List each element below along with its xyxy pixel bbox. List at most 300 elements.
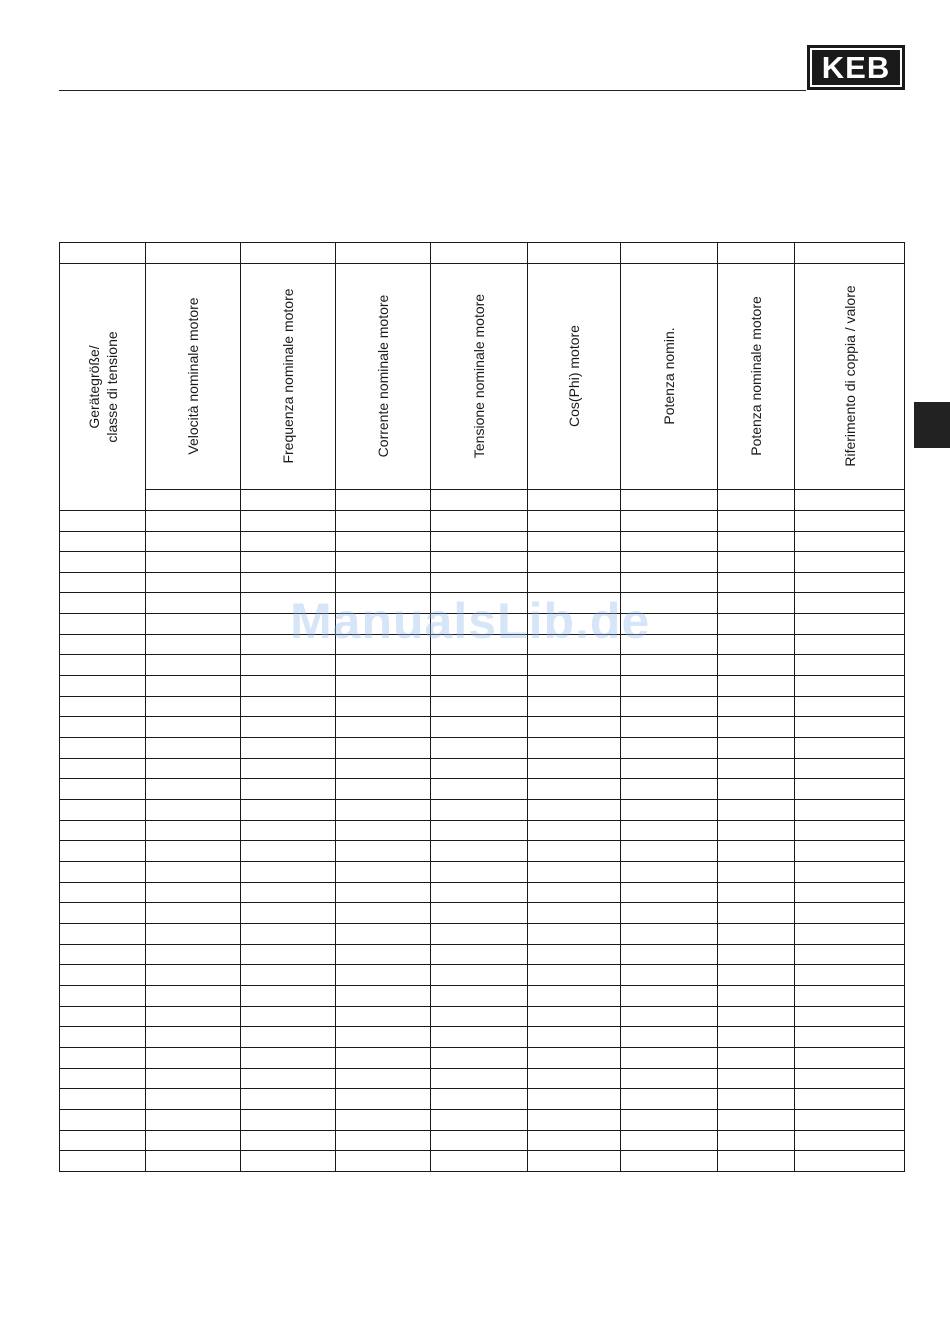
table-cell[interactable] bbox=[795, 841, 905, 862]
table-cell[interactable] bbox=[621, 717, 718, 738]
table-cell[interactable] bbox=[795, 1130, 905, 1151]
table-cell[interactable] bbox=[528, 779, 621, 800]
table-cell[interactable] bbox=[621, 614, 718, 635]
table-cell[interactable] bbox=[718, 1006, 795, 1027]
table-cell[interactable] bbox=[431, 489, 528, 510]
table-cell[interactable] bbox=[431, 696, 528, 717]
table-cell[interactable] bbox=[621, 944, 718, 965]
table-cell[interactable] bbox=[621, 489, 718, 510]
table-cell[interactable] bbox=[431, 841, 528, 862]
table-cell[interactable] bbox=[431, 738, 528, 759]
table-cell[interactable] bbox=[60, 903, 146, 924]
table-cell[interactable] bbox=[241, 1047, 336, 1068]
table-cell[interactable] bbox=[431, 614, 528, 635]
table-cell[interactable] bbox=[621, 593, 718, 614]
table-cell[interactable] bbox=[431, 1006, 528, 1027]
table-cell[interactable] bbox=[528, 1089, 621, 1110]
table-cell[interactable] bbox=[431, 758, 528, 779]
table-cell[interactable] bbox=[718, 1027, 795, 1048]
table-cell[interactable] bbox=[718, 965, 795, 986]
table-cell[interactable] bbox=[718, 800, 795, 821]
table-cell[interactable] bbox=[60, 965, 146, 986]
table-cell[interactable] bbox=[60, 552, 146, 573]
table-cell[interactable] bbox=[528, 243, 621, 264]
table-cell[interactable] bbox=[241, 820, 336, 841]
table-cell[interactable] bbox=[528, 1047, 621, 1068]
table-cell[interactable] bbox=[241, 882, 336, 903]
table-cell[interactable] bbox=[621, 552, 718, 573]
table-cell[interactable] bbox=[795, 903, 905, 924]
table-cell[interactable] bbox=[621, 1130, 718, 1151]
table-cell[interactable] bbox=[146, 572, 241, 593]
table-cell[interactable] bbox=[621, 862, 718, 883]
table-cell[interactable] bbox=[146, 985, 241, 1006]
table-cell[interactable] bbox=[718, 489, 795, 510]
table-cell[interactable] bbox=[621, 572, 718, 593]
table-cell[interactable] bbox=[718, 552, 795, 573]
table-cell[interactable] bbox=[60, 531, 146, 552]
table-cell[interactable] bbox=[795, 1068, 905, 1089]
table-cell[interactable] bbox=[336, 903, 431, 924]
table-cell[interactable] bbox=[431, 1047, 528, 1068]
table-cell[interactable] bbox=[241, 593, 336, 614]
table-cell[interactable] bbox=[718, 738, 795, 759]
table-cell[interactable] bbox=[241, 1068, 336, 1089]
table-cell[interactable] bbox=[146, 758, 241, 779]
table-cell[interactable] bbox=[431, 965, 528, 986]
table-cell[interactable] bbox=[60, 779, 146, 800]
table-cell[interactable] bbox=[336, 552, 431, 573]
table-cell[interactable] bbox=[241, 531, 336, 552]
table-cell[interactable] bbox=[795, 820, 905, 841]
table-cell[interactable] bbox=[718, 985, 795, 1006]
table-cell[interactable] bbox=[431, 1109, 528, 1130]
table-cell[interactable] bbox=[528, 634, 621, 655]
table-cell[interactable] bbox=[60, 985, 146, 1006]
table-cell[interactable] bbox=[60, 758, 146, 779]
table-cell[interactable] bbox=[795, 985, 905, 1006]
table-cell[interactable] bbox=[431, 923, 528, 944]
table-cell[interactable] bbox=[528, 655, 621, 676]
table-cell[interactable] bbox=[241, 965, 336, 986]
table-cell[interactable] bbox=[60, 1068, 146, 1089]
table-cell[interactable] bbox=[146, 552, 241, 573]
table-cell[interactable] bbox=[431, 1027, 528, 1048]
table-cell[interactable] bbox=[621, 923, 718, 944]
table-cell[interactable] bbox=[431, 985, 528, 1006]
table-cell[interactable] bbox=[60, 1047, 146, 1068]
table-cell[interactable] bbox=[431, 1089, 528, 1110]
table-cell[interactable] bbox=[795, 944, 905, 965]
table-cell[interactable] bbox=[795, 696, 905, 717]
table-cell[interactable] bbox=[146, 903, 241, 924]
table-cell[interactable] bbox=[795, 655, 905, 676]
table-cell[interactable] bbox=[621, 758, 718, 779]
table-cell[interactable] bbox=[795, 614, 905, 635]
table-cell[interactable] bbox=[718, 593, 795, 614]
table-cell[interactable] bbox=[621, 903, 718, 924]
table-cell[interactable] bbox=[718, 572, 795, 593]
table-cell[interactable] bbox=[60, 655, 146, 676]
table-cell[interactable] bbox=[528, 738, 621, 759]
table-cell[interactable] bbox=[336, 1068, 431, 1089]
table-cell[interactable] bbox=[795, 676, 905, 697]
table-cell[interactable] bbox=[60, 800, 146, 821]
table-cell[interactable] bbox=[336, 1047, 431, 1068]
table-cell[interactable] bbox=[60, 243, 146, 264]
table-cell[interactable] bbox=[241, 552, 336, 573]
table-cell[interactable] bbox=[146, 1130, 241, 1151]
table-cell[interactable] bbox=[336, 717, 431, 738]
table-cell[interactable] bbox=[241, 634, 336, 655]
table-cell[interactable] bbox=[621, 779, 718, 800]
table-cell[interactable] bbox=[431, 717, 528, 738]
table-cell[interactable] bbox=[336, 862, 431, 883]
table-cell[interactable] bbox=[60, 717, 146, 738]
table-cell[interactable] bbox=[718, 614, 795, 635]
table-cell[interactable] bbox=[621, 510, 718, 531]
table-cell[interactable] bbox=[336, 593, 431, 614]
table-cell[interactable] bbox=[336, 779, 431, 800]
table-cell[interactable] bbox=[146, 882, 241, 903]
table-cell[interactable] bbox=[241, 1006, 336, 1027]
table-cell[interactable] bbox=[795, 1089, 905, 1110]
table-cell[interactable] bbox=[718, 1068, 795, 1089]
table-cell[interactable] bbox=[718, 862, 795, 883]
table-cell[interactable] bbox=[431, 779, 528, 800]
table-cell[interactable] bbox=[718, 882, 795, 903]
table-cell[interactable] bbox=[146, 655, 241, 676]
table-cell[interactable] bbox=[431, 862, 528, 883]
table-cell[interactable] bbox=[621, 1027, 718, 1048]
table-cell[interactable] bbox=[431, 903, 528, 924]
table-cell[interactable] bbox=[528, 531, 621, 552]
table-cell[interactable] bbox=[336, 965, 431, 986]
table-cell[interactable] bbox=[795, 758, 905, 779]
table-cell[interactable] bbox=[718, 676, 795, 697]
table-cell[interactable] bbox=[241, 800, 336, 821]
table-cell[interactable] bbox=[795, 489, 905, 510]
table-cell[interactable] bbox=[431, 820, 528, 841]
table-cell[interactable] bbox=[528, 1027, 621, 1048]
table-cell[interactable] bbox=[336, 696, 431, 717]
table-cell[interactable] bbox=[795, 1047, 905, 1068]
table-cell[interactable] bbox=[431, 243, 528, 264]
table-cell[interactable] bbox=[336, 676, 431, 697]
table-cell[interactable] bbox=[60, 1151, 146, 1172]
table-cell[interactable] bbox=[146, 841, 241, 862]
table-cell[interactable] bbox=[795, 593, 905, 614]
table-cell[interactable] bbox=[60, 862, 146, 883]
table-cell[interactable] bbox=[336, 1006, 431, 1027]
table-cell[interactable] bbox=[795, 1027, 905, 1048]
table-cell[interactable] bbox=[60, 1089, 146, 1110]
table-cell[interactable] bbox=[336, 944, 431, 965]
table-cell[interactable] bbox=[621, 1109, 718, 1130]
table-cell[interactable] bbox=[431, 634, 528, 655]
table-cell[interactable] bbox=[146, 1006, 241, 1027]
table-cell[interactable] bbox=[241, 696, 336, 717]
table-cell[interactable] bbox=[146, 944, 241, 965]
table-cell[interactable] bbox=[336, 1130, 431, 1151]
table-cell[interactable] bbox=[60, 923, 146, 944]
table-cell[interactable] bbox=[146, 696, 241, 717]
table-cell[interactable] bbox=[60, 696, 146, 717]
table-cell[interactable] bbox=[528, 820, 621, 841]
table-cell[interactable] bbox=[528, 696, 621, 717]
table-cell[interactable] bbox=[718, 510, 795, 531]
table-cell[interactable] bbox=[146, 676, 241, 697]
table-cell[interactable] bbox=[241, 572, 336, 593]
table-cell[interactable] bbox=[528, 614, 621, 635]
table-cell[interactable] bbox=[336, 738, 431, 759]
table-cell[interactable] bbox=[621, 1089, 718, 1110]
table-cell[interactable] bbox=[795, 882, 905, 903]
table-cell[interactable] bbox=[718, 717, 795, 738]
table-cell[interactable] bbox=[336, 841, 431, 862]
table-cell[interactable] bbox=[528, 1130, 621, 1151]
table-cell[interactable] bbox=[336, 243, 431, 264]
table-cell[interactable] bbox=[718, 655, 795, 676]
table-cell[interactable] bbox=[60, 882, 146, 903]
table-cell[interactable] bbox=[528, 1068, 621, 1089]
table-cell[interactable] bbox=[621, 1006, 718, 1027]
table-cell[interactable] bbox=[718, 923, 795, 944]
table-cell[interactable] bbox=[718, 841, 795, 862]
table-cell[interactable] bbox=[795, 552, 905, 573]
table-cell[interactable] bbox=[336, 1089, 431, 1110]
table-cell[interactable] bbox=[621, 820, 718, 841]
table-cell[interactable] bbox=[795, 572, 905, 593]
table-cell[interactable] bbox=[621, 985, 718, 1006]
table-cell[interactable] bbox=[718, 779, 795, 800]
table-cell[interactable] bbox=[621, 1068, 718, 1089]
table-cell[interactable] bbox=[528, 1109, 621, 1130]
table-cell[interactable] bbox=[146, 1027, 241, 1048]
table-cell[interactable] bbox=[621, 243, 718, 264]
table-cell[interactable] bbox=[621, 800, 718, 821]
table-cell[interactable] bbox=[241, 1027, 336, 1048]
table-cell[interactable] bbox=[528, 552, 621, 573]
table-cell[interactable] bbox=[241, 1151, 336, 1172]
table-cell[interactable] bbox=[431, 1151, 528, 1172]
table-cell[interactable] bbox=[60, 944, 146, 965]
table-cell[interactable] bbox=[60, 572, 146, 593]
table-cell[interactable] bbox=[718, 696, 795, 717]
table-cell[interactable] bbox=[241, 1109, 336, 1130]
table-cell[interactable] bbox=[60, 1006, 146, 1027]
table-cell[interactable] bbox=[431, 510, 528, 531]
table-cell[interactable] bbox=[146, 1151, 241, 1172]
table-cell[interactable] bbox=[795, 965, 905, 986]
table-cell[interactable] bbox=[241, 243, 336, 264]
table-cell[interactable] bbox=[431, 1068, 528, 1089]
table-cell[interactable] bbox=[718, 1089, 795, 1110]
table-cell[interactable] bbox=[431, 593, 528, 614]
table-cell[interactable] bbox=[146, 510, 241, 531]
table-cell[interactable] bbox=[336, 800, 431, 821]
table-cell[interactable] bbox=[431, 552, 528, 573]
table-cell[interactable] bbox=[336, 655, 431, 676]
table-cell[interactable] bbox=[528, 1151, 621, 1172]
table-cell[interactable] bbox=[528, 758, 621, 779]
table-cell[interactable] bbox=[60, 1109, 146, 1130]
table-cell[interactable] bbox=[431, 944, 528, 965]
table-cell[interactable] bbox=[621, 841, 718, 862]
table-cell[interactable] bbox=[336, 1109, 431, 1130]
table-cell[interactable] bbox=[146, 862, 241, 883]
table-cell[interactable] bbox=[60, 841, 146, 862]
table-cell[interactable] bbox=[528, 944, 621, 965]
table-cell[interactable] bbox=[528, 510, 621, 531]
table-cell[interactable] bbox=[241, 655, 336, 676]
table-cell[interactable] bbox=[621, 1151, 718, 1172]
table-cell[interactable] bbox=[621, 676, 718, 697]
table-cell[interactable] bbox=[336, 820, 431, 841]
table-cell[interactable] bbox=[336, 531, 431, 552]
table-cell[interactable] bbox=[60, 820, 146, 841]
table-cell[interactable] bbox=[621, 696, 718, 717]
table-cell[interactable] bbox=[146, 531, 241, 552]
table-cell[interactable] bbox=[795, 1006, 905, 1027]
table-cell[interactable] bbox=[431, 531, 528, 552]
table-cell[interactable] bbox=[528, 1006, 621, 1027]
table-cell[interactable] bbox=[718, 1047, 795, 1068]
table-cell[interactable] bbox=[528, 593, 621, 614]
table-cell[interactable] bbox=[336, 634, 431, 655]
table-cell[interactable] bbox=[241, 923, 336, 944]
table-cell[interactable] bbox=[431, 800, 528, 821]
table-cell[interactable] bbox=[241, 779, 336, 800]
table-cell[interactable] bbox=[241, 758, 336, 779]
table-cell[interactable] bbox=[528, 717, 621, 738]
table-cell[interactable] bbox=[718, 820, 795, 841]
table-cell[interactable] bbox=[528, 903, 621, 924]
table-cell[interactable] bbox=[718, 531, 795, 552]
table-cell[interactable] bbox=[241, 862, 336, 883]
table-cell[interactable] bbox=[528, 800, 621, 821]
table-cell[interactable] bbox=[336, 985, 431, 1006]
table-cell[interactable] bbox=[621, 965, 718, 986]
table-cell[interactable] bbox=[146, 1109, 241, 1130]
table-cell[interactable] bbox=[431, 655, 528, 676]
table-cell[interactable] bbox=[528, 923, 621, 944]
table-cell[interactable] bbox=[146, 1089, 241, 1110]
table-cell[interactable] bbox=[241, 738, 336, 759]
table-cell[interactable] bbox=[60, 738, 146, 759]
table-cell[interactable] bbox=[718, 1130, 795, 1151]
table-cell[interactable] bbox=[241, 717, 336, 738]
table-cell[interactable] bbox=[795, 243, 905, 264]
table-cell[interactable] bbox=[336, 572, 431, 593]
table-cell[interactable] bbox=[60, 593, 146, 614]
table-cell[interactable] bbox=[431, 1130, 528, 1151]
table-cell[interactable] bbox=[795, 738, 905, 759]
table-cell[interactable] bbox=[336, 510, 431, 531]
table-cell[interactable] bbox=[528, 572, 621, 593]
table-cell[interactable] bbox=[528, 489, 621, 510]
table-cell[interactable] bbox=[146, 800, 241, 821]
table-cell[interactable] bbox=[718, 758, 795, 779]
table-cell[interactable] bbox=[795, 862, 905, 883]
table-cell[interactable] bbox=[241, 944, 336, 965]
table-cell[interactable] bbox=[621, 738, 718, 759]
table-cell[interactable] bbox=[241, 510, 336, 531]
table-cell[interactable] bbox=[621, 634, 718, 655]
table-cell[interactable] bbox=[795, 634, 905, 655]
table-cell[interactable] bbox=[146, 243, 241, 264]
table-cell[interactable] bbox=[146, 923, 241, 944]
table-cell[interactable] bbox=[795, 1109, 905, 1130]
table-cell[interactable] bbox=[336, 1027, 431, 1048]
table-cell[interactable] bbox=[146, 738, 241, 759]
table-cell[interactable] bbox=[528, 965, 621, 986]
table-cell[interactable] bbox=[795, 800, 905, 821]
table-cell[interactable] bbox=[60, 676, 146, 697]
table-cell[interactable] bbox=[431, 882, 528, 903]
table-cell[interactable] bbox=[241, 985, 336, 1006]
table-cell[interactable] bbox=[241, 841, 336, 862]
table-cell[interactable] bbox=[241, 489, 336, 510]
table-cell[interactable] bbox=[241, 1089, 336, 1110]
table-cell[interactable] bbox=[528, 841, 621, 862]
table-cell[interactable] bbox=[621, 531, 718, 552]
table-cell[interactable] bbox=[60, 614, 146, 635]
table-cell[interactable] bbox=[146, 489, 241, 510]
table-cell[interactable] bbox=[146, 1068, 241, 1089]
table-cell[interactable] bbox=[431, 676, 528, 697]
table-cell[interactable] bbox=[60, 1027, 146, 1048]
table-cell[interactable] bbox=[718, 1151, 795, 1172]
table-cell[interactable] bbox=[621, 882, 718, 903]
table-cell[interactable] bbox=[146, 614, 241, 635]
table-cell[interactable] bbox=[336, 923, 431, 944]
table-cell[interactable] bbox=[528, 985, 621, 1006]
table-cell[interactable] bbox=[241, 676, 336, 697]
table-cell[interactable] bbox=[718, 1109, 795, 1130]
table-cell[interactable] bbox=[336, 614, 431, 635]
table-cell[interactable] bbox=[795, 531, 905, 552]
table-cell[interactable] bbox=[146, 1047, 241, 1068]
table-cell[interactable] bbox=[336, 882, 431, 903]
table-cell[interactable] bbox=[718, 243, 795, 264]
table-cell[interactable] bbox=[60, 634, 146, 655]
table-cell[interactable] bbox=[718, 944, 795, 965]
table-cell[interactable] bbox=[795, 510, 905, 531]
table-cell[interactable] bbox=[146, 965, 241, 986]
table-cell[interactable] bbox=[146, 634, 241, 655]
table-cell[interactable] bbox=[146, 779, 241, 800]
table-cell[interactable] bbox=[60, 510, 146, 531]
table-cell[interactable] bbox=[241, 614, 336, 635]
table-cell[interactable] bbox=[528, 882, 621, 903]
table-cell[interactable] bbox=[795, 717, 905, 738]
table-cell[interactable] bbox=[621, 1047, 718, 1068]
table-cell[interactable] bbox=[795, 1151, 905, 1172]
table-cell[interactable] bbox=[431, 572, 528, 593]
table-cell[interactable] bbox=[336, 1151, 431, 1172]
table-cell[interactable] bbox=[241, 903, 336, 924]
table-cell[interactable] bbox=[60, 1130, 146, 1151]
table-cell[interactable] bbox=[718, 903, 795, 924]
table-cell[interactable] bbox=[621, 655, 718, 676]
table-cell[interactable] bbox=[795, 923, 905, 944]
table-cell[interactable] bbox=[336, 758, 431, 779]
table-cell[interactable] bbox=[795, 779, 905, 800]
table-cell[interactable] bbox=[146, 717, 241, 738]
table-cell[interactable] bbox=[528, 862, 621, 883]
table-cell[interactable] bbox=[241, 1130, 336, 1151]
